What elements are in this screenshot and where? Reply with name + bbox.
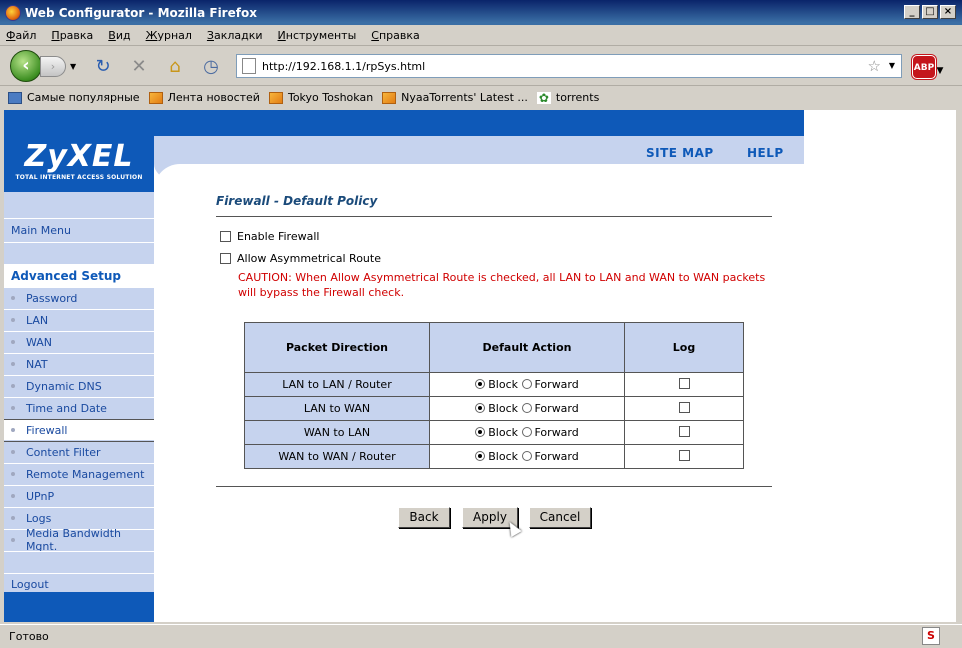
menu-dropdown-icon[interactable]: ▼ bbox=[936, 66, 944, 76]
sidebar-item-logs[interactable]: Logs bbox=[4, 507, 154, 528]
asym-route-row bbox=[220, 252, 381, 265]
forward-arrow-icon[interactable]: › bbox=[40, 56, 66, 77]
apply-button[interactable]: Apply bbox=[462, 507, 518, 528]
block-radio[interactable] bbox=[475, 427, 485, 437]
forward-radio[interactable] bbox=[522, 451, 532, 461]
sidebar-logout[interactable]: Logout bbox=[4, 573, 154, 595]
torrent-icon: ✿ bbox=[538, 90, 549, 105]
sidebar-item-dynamic-dns[interactable]: Dynamic DNS bbox=[4, 375, 154, 396]
title-bar bbox=[0, 0, 962, 25]
bullet-icon bbox=[11, 318, 15, 322]
bookmark-most-visited[interactable]: Самые популярные bbox=[8, 91, 140, 104]
sidebar-item-lan[interactable]: LAN bbox=[4, 309, 154, 330]
sidebar-item-upnp[interactable]: UPnP bbox=[4, 485, 154, 506]
close-button[interactable]: × bbox=[940, 5, 956, 19]
forward-radio[interactable] bbox=[522, 403, 532, 413]
help-link[interactable]: HELP bbox=[747, 146, 784, 160]
sidebar-item-wan[interactable]: WAN bbox=[4, 331, 154, 352]
sidebar-item-remote-management[interactable]: Remote Management bbox=[4, 463, 154, 484]
maximize-button[interactable]: □ bbox=[922, 5, 938, 19]
menu-view[interactable]: Вид bbox=[108, 28, 131, 42]
table-row bbox=[245, 445, 744, 469]
home-icon[interactable]: ⌂ bbox=[169, 56, 181, 77]
rss-icon bbox=[269, 92, 283, 104]
sidebar-advanced-setup[interactable]: Advanced Setup bbox=[4, 264, 154, 287]
block-radio[interactable] bbox=[475, 403, 485, 413]
status-bar bbox=[0, 624, 962, 648]
log-cell bbox=[625, 445, 744, 469]
table-row bbox=[245, 397, 744, 421]
column-header: Packet Direction bbox=[245, 323, 430, 373]
asym-route-label: Allow Asymmetrical Route bbox=[237, 252, 381, 265]
url-dropdown-icon[interactable]: ▼ bbox=[888, 61, 895, 70]
security-status-icon[interactable]: S bbox=[922, 627, 940, 645]
bullet-icon bbox=[11, 340, 15, 344]
back-button[interactable]: Back bbox=[398, 507, 450, 528]
sidebar-main-menu[interactable]: Main Menu bbox=[4, 218, 154, 242]
action-cell: Block Forward bbox=[430, 445, 625, 469]
asym-route-checkbox[interactable] bbox=[220, 253, 231, 264]
sidebar-item-password[interactable]: Password bbox=[4, 287, 154, 308]
bullet-icon bbox=[11, 450, 15, 454]
bookmark-tokyo-toshokan[interactable]: Tokyo Toshokan bbox=[269, 91, 373, 104]
sidebar-spacer bbox=[4, 242, 154, 264]
policy-table bbox=[244, 322, 744, 469]
caution-text: CAUTION: When Allow Asymmetrical Route is checked, all LAN to LAN and WAN to WAN packets will bypass the Firewall check. bbox=[238, 271, 766, 299]
bullet-icon bbox=[11, 472, 15, 476]
bullet-icon bbox=[11, 296, 15, 300]
log-checkbox[interactable] bbox=[679, 426, 690, 437]
bookmark-nyaatorrents[interactable]: NyaaTorrents' Latest ... bbox=[382, 91, 528, 104]
action-cell: Block Forward bbox=[430, 397, 625, 421]
reload-icon[interactable]: ↻ bbox=[95, 56, 111, 77]
direction-cell: WAN to LAN bbox=[245, 421, 430, 445]
bookmark-star-icon[interactable]: ☆ bbox=[867, 57, 881, 75]
divider bbox=[216, 216, 772, 217]
log-checkbox[interactable] bbox=[679, 378, 690, 389]
status-text: Готово bbox=[9, 630, 49, 643]
column-header: Log bbox=[625, 323, 744, 373]
bullet-icon bbox=[11, 384, 15, 388]
sidebar-item-time-and-date[interactable]: Time and Date bbox=[4, 397, 154, 418]
sidebar-item-nat[interactable]: NAT bbox=[4, 353, 154, 374]
page-title: Firewall - Default Policy bbox=[216, 194, 378, 208]
stop-icon[interactable]: ✕ bbox=[131, 56, 147, 77]
back-arrow-icon[interactable]: ‹ bbox=[10, 50, 42, 82]
bullet-icon bbox=[11, 494, 15, 498]
bookmark-torrents[interactable]: ✿ torrents bbox=[538, 90, 600, 105]
page-viewport bbox=[4, 110, 956, 622]
log-cell bbox=[625, 373, 744, 397]
bookmark-news-feed[interactable]: Лента новостей bbox=[149, 91, 260, 104]
window-title: Web Configurator - Mozilla Firefox bbox=[25, 5, 257, 20]
sidebar-footer bbox=[4, 592, 154, 622]
sidebar bbox=[4, 192, 154, 622]
url-text[interactable]: http://192.168.1.1/rpSys.html bbox=[262, 59, 426, 73]
block-radio[interactable] bbox=[475, 379, 485, 389]
bullet-icon bbox=[11, 516, 15, 520]
action-cell: Block Forward bbox=[430, 373, 625, 397]
table-row bbox=[245, 373, 744, 397]
table-row bbox=[245, 421, 744, 445]
log-cell bbox=[625, 421, 744, 445]
sidebar-item-content-filter[interactable]: Content Filter bbox=[4, 441, 154, 462]
menu-edit[interactable]: Правка bbox=[51, 28, 94, 42]
log-checkbox[interactable] bbox=[679, 450, 690, 461]
bullet-icon bbox=[11, 428, 15, 432]
forward-radio[interactable] bbox=[522, 379, 532, 389]
history-dropdown-icon[interactable]: ▼ bbox=[70, 62, 77, 71]
bookmarks-toolbar bbox=[0, 86, 962, 109]
column-header: Default Action bbox=[430, 323, 625, 373]
direction-cell: LAN to LAN / Router bbox=[245, 373, 430, 397]
log-checkbox[interactable] bbox=[679, 402, 690, 413]
sidebar-item-media-bandwidth[interactable]: Media Bandwidth Mgnt. bbox=[4, 529, 154, 550]
rss-icon bbox=[382, 92, 396, 104]
zyxel-logo: ZyXEL TOTAL INTERNET ACCESS SOLUTION bbox=[4, 136, 154, 192]
adblock-plus-icon[interactable]: ABP bbox=[912, 55, 936, 79]
menu-tools[interactable]: Инструменты bbox=[277, 28, 357, 42]
menu-bookmarks[interactable]: Закладки bbox=[206, 28, 263, 42]
site-map-link[interactable]: SITE MAP bbox=[646, 146, 714, 160]
action-cell: Block Forward bbox=[430, 421, 625, 445]
block-radio[interactable] bbox=[475, 451, 485, 461]
minimize-button[interactable]: _ bbox=[904, 5, 920, 19]
forward-radio[interactable] bbox=[522, 427, 532, 437]
header-band bbox=[4, 110, 804, 136]
sidebar-item-firewall[interactable]: Firewall bbox=[4, 419, 154, 440]
enable-firewall-label: Enable Firewall bbox=[237, 230, 320, 243]
direction-cell: LAN to WAN bbox=[245, 397, 430, 421]
divider bbox=[216, 486, 772, 487]
menu-bar bbox=[0, 25, 962, 46]
enable-firewall-row bbox=[220, 230, 319, 243]
firefox-icon bbox=[5, 5, 21, 21]
menu-file[interactable]: Файл bbox=[6, 28, 37, 42]
history-clock-icon[interactable]: ◷ bbox=[203, 56, 219, 77]
menu-help[interactable]: Справка bbox=[371, 28, 420, 42]
page-icon bbox=[242, 58, 256, 74]
sidebar-spacer bbox=[4, 551, 154, 573]
direction-cell: WAN to WAN / Router bbox=[245, 445, 430, 469]
bullet-icon bbox=[11, 538, 15, 542]
enable-firewall-checkbox[interactable] bbox=[220, 231, 231, 242]
log-cell bbox=[625, 397, 744, 421]
cancel-button[interactable]: Cancel bbox=[529, 507, 591, 528]
search-bookmark-icon bbox=[8, 92, 22, 104]
rss-icon bbox=[149, 92, 163, 104]
bullet-icon bbox=[11, 362, 15, 366]
menu-history[interactable]: Журнал bbox=[145, 28, 192, 42]
address-bar[interactable] bbox=[236, 54, 902, 78]
bullet-icon bbox=[11, 406, 15, 410]
